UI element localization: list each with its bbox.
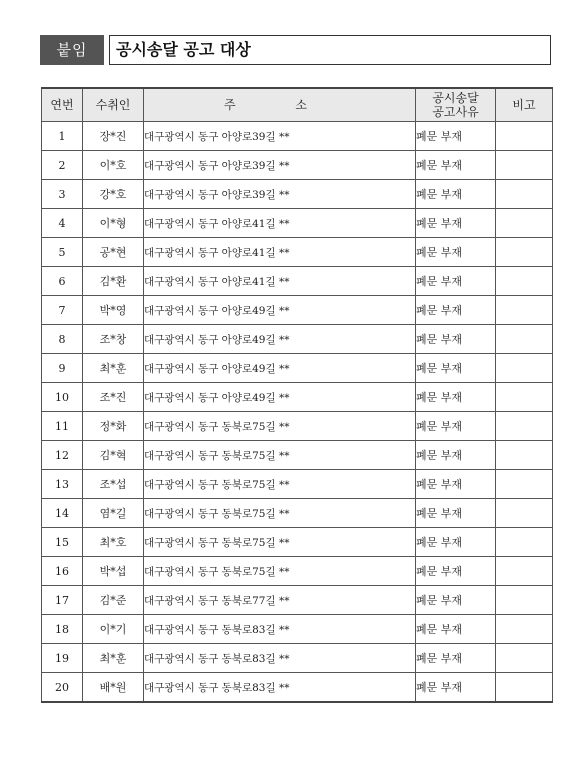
service-reason: 폐문 부재 (416, 499, 496, 528)
remarks-cell (496, 209, 553, 238)
recipient-name: 장*진 (83, 122, 144, 151)
recipient-name: 공*현 (83, 238, 144, 267)
recipient-name: 염*길 (83, 499, 144, 528)
row-number: 10 (42, 383, 83, 412)
row-number: 19 (42, 644, 83, 673)
recipient-name: 조*진 (83, 383, 144, 412)
table-row (42, 267, 553, 296)
recipient-address: 대구광역시 동구 아양로41길 ** (144, 209, 416, 238)
table-row (42, 383, 553, 412)
column-header-reason-line2: 공고사유 (432, 105, 479, 119)
recipient-name: 이*기 (83, 615, 144, 644)
remarks-cell (496, 122, 553, 151)
table-row (42, 615, 553, 644)
recipient-name: 정*화 (83, 412, 144, 441)
service-reason: 폐문 부재 (416, 296, 496, 325)
recipient-address: 대구광역시 동구 동북로75길 ** (144, 470, 416, 499)
recipient-address: 대구광역시 동구 아양로41길 ** (144, 238, 416, 267)
service-reason: 폐문 부재 (416, 151, 496, 180)
remarks-cell (496, 180, 553, 209)
service-reason: 폐문 부재 (416, 557, 496, 586)
row-number: 8 (42, 325, 83, 354)
recipient-name: 최*훈 (83, 644, 144, 673)
table-row (42, 354, 553, 383)
column-header-note: 비고 (496, 88, 553, 122)
remarks-cell (496, 557, 553, 586)
remarks-cell (496, 354, 553, 383)
recipient-name: 조*섭 (83, 470, 144, 499)
recipient-name: 이*호 (83, 151, 144, 180)
recipient-address: 대구광역시 동구 아양로39길 ** (144, 122, 416, 151)
table-row (42, 441, 553, 470)
table-row (42, 151, 553, 180)
service-reason: 폐문 부재 (416, 586, 496, 615)
row-number: 1 (42, 122, 83, 151)
remarks-cell (496, 238, 553, 267)
table-row (42, 673, 553, 703)
recipient-address: 대구광역시 동구 동북로83길 ** (144, 644, 416, 673)
row-number: 13 (42, 470, 83, 499)
recipient-name: 최*호 (83, 528, 144, 557)
recipient-address: 대구광역시 동구 아양로49길 ** (144, 354, 416, 383)
remarks-cell (496, 528, 553, 557)
recipient-address: 대구광역시 동구 아양로41길 ** (144, 267, 416, 296)
row-number: 20 (42, 673, 83, 703)
row-number: 14 (42, 499, 83, 528)
service-reason: 폐문 부재 (416, 528, 496, 557)
column-header-reason (416, 88, 496, 122)
remarks-cell (496, 412, 553, 441)
row-number: 9 (42, 354, 83, 383)
remarks-cell (496, 325, 553, 354)
recipient-name: 강*호 (83, 180, 144, 209)
service-reason: 폐문 부재 (416, 209, 496, 238)
recipient-address: 대구광역시 동구 동북로77길 ** (144, 586, 416, 615)
recipient-address: 대구광역시 동구 아양로49길 ** (144, 325, 416, 354)
service-reason: 폐문 부재 (416, 122, 496, 151)
row-number: 12 (42, 441, 83, 470)
service-reason: 폐문 부재 (416, 412, 496, 441)
row-number: 4 (42, 209, 83, 238)
table-row (42, 325, 553, 354)
table-row (42, 180, 553, 209)
column-header-reason-line1: 공시송달 (432, 91, 479, 105)
remarks-cell (496, 586, 553, 615)
service-reason: 폐문 부재 (416, 673, 496, 703)
recipient-name: 박*영 (83, 296, 144, 325)
recipient-address: 대구광역시 동구 동북로75길 ** (144, 412, 416, 441)
service-reason: 폐문 부재 (416, 180, 496, 209)
recipient-name: 이*형 (83, 209, 144, 238)
recipient-address: 대구광역시 동구 동북로75길 ** (144, 499, 416, 528)
table-row (42, 412, 553, 441)
column-header-no: 연번 (42, 88, 83, 122)
row-number: 11 (42, 412, 83, 441)
table-body (42, 122, 553, 703)
table-row (42, 470, 553, 499)
row-number: 16 (42, 557, 83, 586)
recipient-name: 배*원 (83, 673, 144, 703)
document-header (40, 35, 551, 65)
recipient-table (41, 87, 553, 703)
recipient-address: 대구광역시 동구 아양로49길 ** (144, 296, 416, 325)
recipient-name: 김*준 (83, 586, 144, 615)
recipient-name: 김*환 (83, 267, 144, 296)
recipient-name: 조*창 (83, 325, 144, 354)
remarks-cell (496, 644, 553, 673)
table-row (42, 557, 553, 586)
column-header-address: 주 소 (144, 88, 416, 122)
service-reason: 폐문 부재 (416, 441, 496, 470)
table-row (42, 586, 553, 615)
remarks-cell (496, 499, 553, 528)
table-row (42, 644, 553, 673)
service-reason: 폐문 부재 (416, 238, 496, 267)
remarks-cell (496, 673, 553, 703)
remarks-cell (496, 267, 553, 296)
recipient-address: 대구광역시 동구 아양로39길 ** (144, 180, 416, 209)
row-number: 15 (42, 528, 83, 557)
service-reason: 폐문 부재 (416, 383, 496, 412)
table-header-row (42, 88, 553, 122)
service-reason: 폐문 부재 (416, 325, 496, 354)
recipient-name: 김*혁 (83, 441, 144, 470)
row-number: 5 (42, 238, 83, 267)
remarks-cell (496, 615, 553, 644)
table-row (42, 296, 553, 325)
remarks-cell (496, 151, 553, 180)
service-reason: 폐문 부재 (416, 354, 496, 383)
table-row (42, 499, 553, 528)
recipient-address: 대구광역시 동구 아양로49길 ** (144, 383, 416, 412)
title-box (109, 35, 551, 65)
recipient-name: 박*섭 (83, 557, 144, 586)
row-number: 2 (42, 151, 83, 180)
row-number: 17 (42, 586, 83, 615)
table-row (42, 528, 553, 557)
recipient-address: 대구광역시 동구 동북로75길 ** (144, 441, 416, 470)
recipient-address: 대구광역시 동구 동북로75길 ** (144, 528, 416, 557)
recipient-address: 대구광역시 동구 동북로83길 ** (144, 673, 416, 703)
row-number: 18 (42, 615, 83, 644)
row-number: 7 (42, 296, 83, 325)
recipient-address: 대구광역시 동구 아양로39길 ** (144, 151, 416, 180)
remarks-cell (496, 441, 553, 470)
remarks-cell (496, 383, 553, 412)
row-number: 6 (42, 267, 83, 296)
table-row (42, 238, 553, 267)
table-row (42, 209, 553, 238)
recipient-address: 대구광역시 동구 동북로83길 ** (144, 615, 416, 644)
document-title: 공시송달 공고 대상 (116, 40, 251, 59)
service-reason: 폐문 부재 (416, 470, 496, 499)
table-row (42, 122, 553, 151)
service-reason: 폐문 부재 (416, 267, 496, 296)
remarks-cell (496, 470, 553, 499)
recipient-address: 대구광역시 동구 동북로75길 ** (144, 557, 416, 586)
recipient-name: 최*훈 (83, 354, 144, 383)
service-reason: 폐문 부재 (416, 615, 496, 644)
column-header-name: 수취인 (83, 88, 144, 122)
attachment-badge: 붙임 (40, 35, 104, 65)
remarks-cell (496, 296, 553, 325)
service-reason: 폐문 부재 (416, 644, 496, 673)
row-number: 3 (42, 180, 83, 209)
